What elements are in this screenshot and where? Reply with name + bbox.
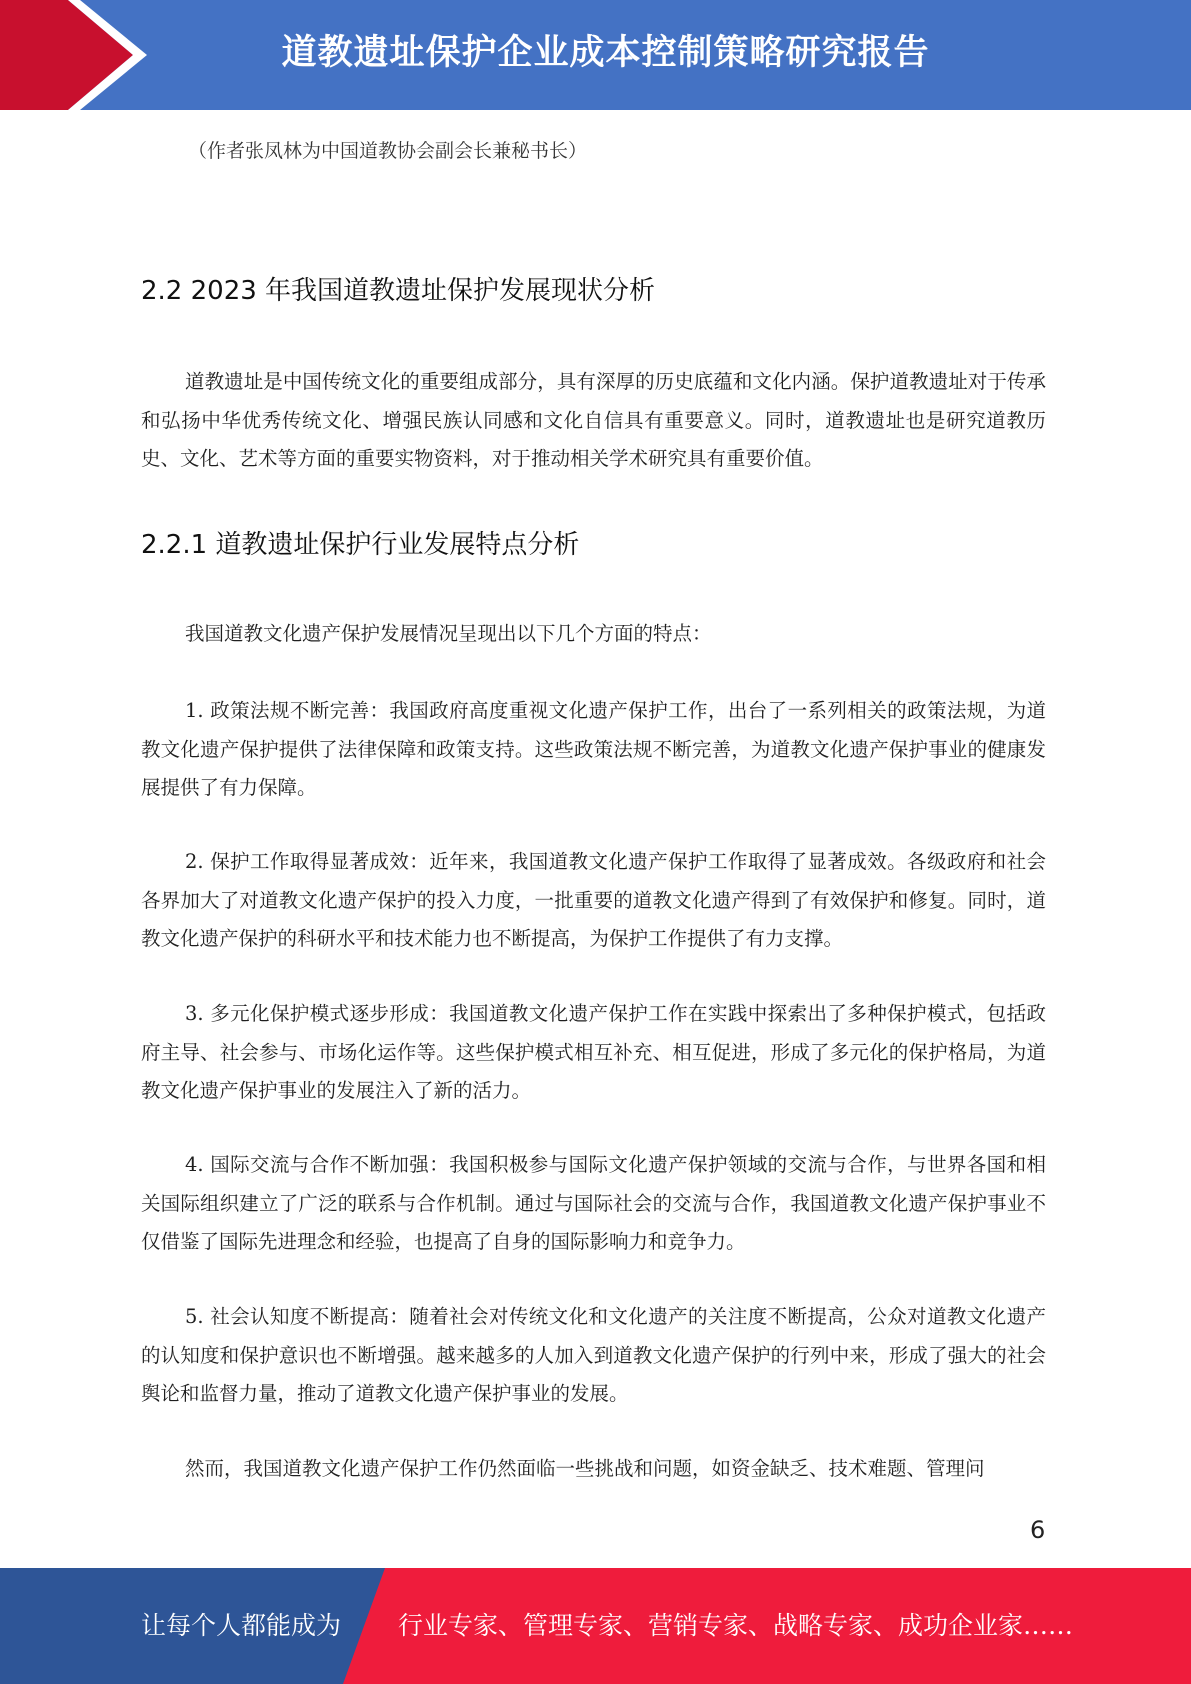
report-title: 道教遗址保护企业成本控制策略研究报告 — [281, 33, 930, 73]
list-item-2: 2. 保护工作取得显著成效：近年来，我国道教文化遗产保护工作取得了显著成效。各级政府和社会各界加大了对道教文化遗产保护的投入力度，一批重要的道教文化遗产得到了有效保护和修复。同时，道教文化遗产保护的科研水平和技术能力也不断提高，为保护工作提供了有力支撑。 — [141, 850, 1046, 950]
paragraph-intro: 我国道教文化遗产保护发展情况呈现出以下几个方面的特点： — [185, 622, 712, 645]
footer-slogan-right: 行业专家、管理专家、营销专家、战略专家、成功企业家…… — [398, 1611, 1074, 1640]
footer-banner — [0, 1568, 1191, 1684]
list-item-1: 1. 政策法规不断完善：我国政府高度重视文化遗产保护工作，出台了一系列相关的政策法规，为道教文化遗产保护提供了法律保障和政策支持。这些政策法规不断完善，为道教文化遗产保护事业的健康发展提供了有力保障。 — [141, 699, 1046, 799]
author-note: （作者张凤林为中国道教协会副会长兼秘书长） — [188, 140, 588, 162]
header-banner — [0, 0, 1191, 110]
section-heading-2-2-1: 2.2.1 道教遗址保护行业发展特点分析 — [141, 530, 580, 560]
page-number: 6 — [1030, 1516, 1046, 1544]
list-item-3: 3. 多元化保护模式逐步形成：我国道教文化遗产保护工作在实践中探索出了多种保护模式，包括政府主导、社会参与、市场化运作等。这些保护模式相互补充、相互促进，形成了多元化的保护格局，为道教文化遗产保护事业的发展注入了新的活力。 — [141, 1002, 1046, 1102]
list-item-5: 5. 社会认知度不断提高：随着社会对传统文化和文化遗产的关注度不断提高，公众对道教文化遗产的认知度和保护意识也不断增强。越来越多的人加入到道教文化遗产保护的行列中来，形成了强大的社会舆论和监督力量，推动了道教文化遗产保护事业的发展。 — [141, 1305, 1046, 1405]
list-item-4: 4. 国际交流与合作不断加强：我国积极参与国际文化遗产保护领域的交流与合作，与世界各国和相关国际组织建立了广泛的联系与合作机制。通过与国际社会的交流与合作，我国道教文化遗产保护事业不仅借鉴了国际先进理念和经验，也提高了自身的国际影响力和竞争力。 — [141, 1153, 1046, 1253]
section-heading-2-2: 2.2 2023 年我国道教遗址保护发展现状分析 — [141, 276, 656, 306]
paragraph: 道教遗址是中国传统文化的重要组成部分，具有深厚的历史底蕴和文化内涵。保护道教遗址对于传承和弘扬中华优秀传统文化、增强民族认同感和文化自信具有重要意义。同时，道教遗址也是研究道教历史、文化、艺术等方面的重要实物资料，对于推动相关学术研究具有重要价值。 — [141, 370, 1046, 470]
footer-slogan-left: 让每个人都能成为 — [141, 1611, 342, 1640]
paragraph-conclusion: 然而，我国道教文化遗产保护工作仍然面临一些挑战和问题，如资金缺乏、技术难题、管理问 — [185, 1457, 985, 1480]
